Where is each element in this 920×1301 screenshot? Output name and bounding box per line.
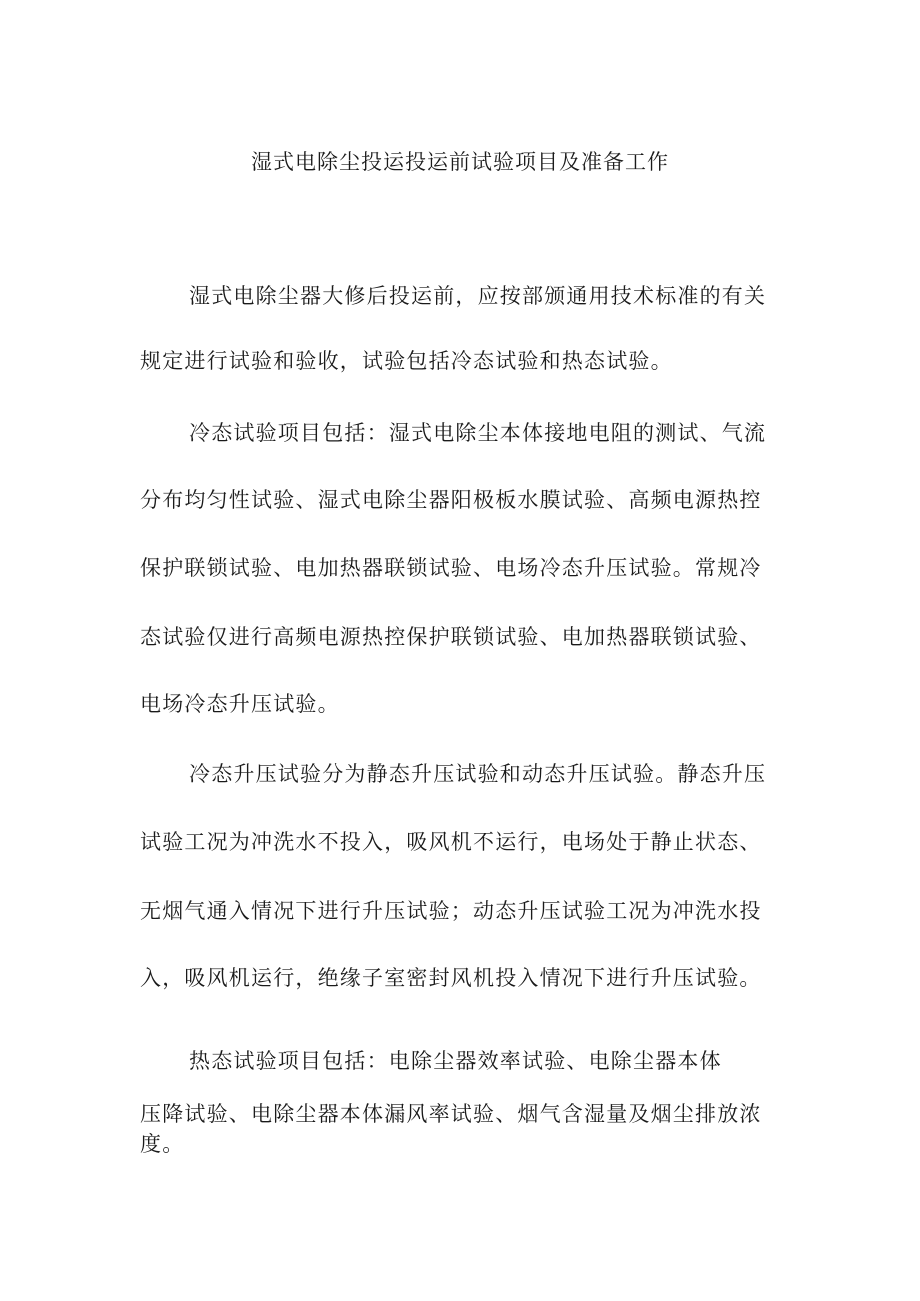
paragraph-4-line-1: 热态试验项目包括：电除尘器效率试验、电除尘器本体 (189, 1049, 722, 1073)
paragraph-1-line-2: 规定进行试验和验收，试验包括冷态试验和热态试验。 (140, 349, 673, 373)
paragraph-3-line-2: 试验工况为冲洗水不投入，吸风机不运行，电场处于静止状态、 (140, 830, 762, 854)
paragraph-2-line-4: 态试验仅进行高频电源热控保护联锁试验、电加热器联锁试验、 (140, 625, 762, 649)
paragraph-2-line-1: 冷态试验项目包括：湿式电除尘本体接地电阻的测试、气流 (189, 421, 767, 445)
paragraph-2-line-3: 保护联锁试验、电加热器联锁试验、电场冷态升压试验。常规冷 (140, 556, 762, 580)
paragraph-3-line-4: 入，吸风机运行，绝缘子室密封风机投入情况下进行升压试验。 (140, 966, 762, 990)
document-title: 湿式电除尘投运投运前试验项目及准备工作 (251, 150, 669, 174)
paragraph-3-line-3: 无烟气通入情况下进行升压试验；动态升压试验工况为冲洗水投 (140, 899, 762, 923)
paragraph-4-line-2: 压降试验、电除尘器本体漏风率试验、烟气含湿量及烟尘排放浓 (140, 1102, 762, 1126)
paragraph-2-line-2: 分布均匀性试验、湿式电除尘器阳极板水膜试验、高频电源热控 (140, 488, 762, 512)
paragraph-2-line-5: 电场冷态升压试验。 (140, 692, 340, 716)
paragraph-3-line-1: 冷态升压试验分为静态升压试验和动态升压试验。静态升压 (189, 762, 767, 786)
paragraph-1-line-1: 湿式电除尘器大修后投运前，应按部颁通用技术标准的有关 (189, 284, 767, 308)
paragraph-4-line-3: 度。 (140, 1132, 185, 1156)
